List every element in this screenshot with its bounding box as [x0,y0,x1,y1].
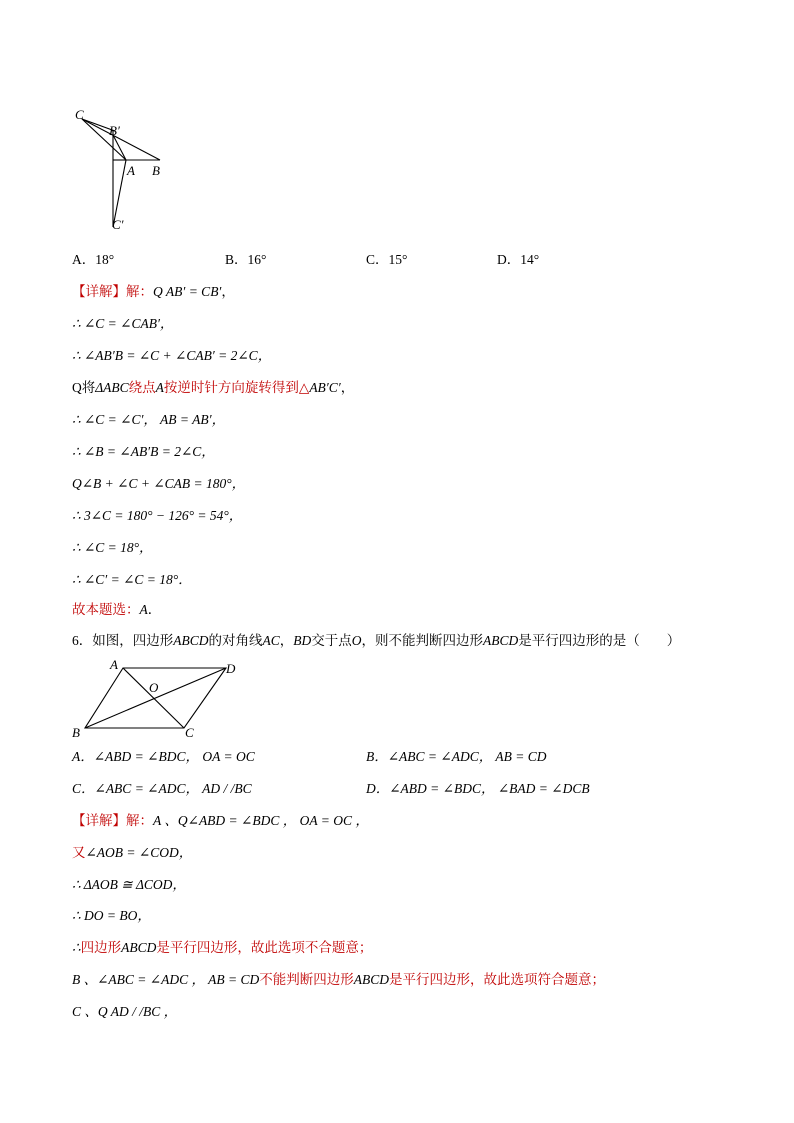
math: ABCD [353,972,389,987]
math: A [155,380,164,395]
punctuation: ． [147,602,162,617]
punctuation: ， [221,284,235,299]
q5-solution-line-1 [72,282,235,302]
text-red: 是平行四边形，故此选项符合题意； [388,972,605,987]
q5-solution-line-4 [72,378,354,398]
math: AC [262,633,280,648]
solution-label: 解： [126,813,153,828]
q6-option-a: A．∠ABD = ∠BDC， OA = OC [72,749,255,764]
q6-option-d: D．∠ABD = ∠BDC， ∠BAD = ∠DCB [366,781,590,796]
text-red: 按逆时针方向旋转得到△ [163,380,310,395]
q6-option-b: B．∠ABC = ∠ADC， AB = CD [366,749,547,764]
solution-tag: 【详解】 [72,813,126,828]
q5-solution-line-9: ∴ ∠C = 18°， [72,540,153,555]
q5-solution-line-5: ∴ ∠C = ∠C′， AB = AB′， [72,412,226,427]
math: A [139,602,148,617]
text-red: 四边形 [80,940,122,955]
text: ，则不能判断四边形 [361,633,484,648]
math: BD [293,633,312,648]
q5-option-b: B．16° [225,252,267,267]
q5-solution-line-2: ∴ ∠C = ∠CAB′， [72,316,174,331]
math: ABCD [121,940,157,955]
text: ， [279,633,294,648]
text: 交于点 [311,633,352,648]
label-B: B [72,725,80,740]
q5-solution-line-7: Q∠B + ∠C + ∠CAB = 180°， [72,476,246,491]
text-red: 不能判断四边形 [259,972,354,987]
text-red: 是平行四边形，故此选项不合题意； [156,940,373,955]
text-red: 绕点 [128,380,156,395]
label-A: A [110,657,118,672]
text: 6．如图，四边形 [72,633,174,648]
q6-solution-line-1 [72,811,369,831]
q6-solution-line-7: C 、Q AD / /BC ， [72,1004,178,1019]
q6-solution-line-5 [72,938,372,958]
q6-solution-line-2 [72,843,192,863]
q6-solution-line-6 [72,970,605,990]
math: B 、∠ABC = ∠ADC ， AB = CD [72,972,260,987]
text-red: 又 [72,845,86,860]
math: ∴ [72,940,81,955]
text-red: 故本题选： [72,602,140,617]
q5-solution-line-3: ∴ ∠AB′B = ∠C + ∠CAB′ = 2∠C， [72,348,272,363]
label-O: O [149,680,159,695]
math: O [351,633,362,648]
equation: A 、Q∠ABD = ∠BDC ， OA = OC ， [153,813,369,828]
label-C-prime: C′ [112,217,124,232]
q5-solution-line-6: ∴ ∠B = ∠AB′B = 2∠C， [72,444,215,459]
parallelogram-figure [68,655,248,743]
math: ΔABC [95,380,129,395]
punctuation: ， [340,380,355,395]
q5-option-a: A．18° [72,252,115,267]
label-A: A [127,163,135,178]
q5-option-d: D．14° [497,252,540,267]
q6-option-c: C．∠ABC = ∠ADC， AD / /BC [72,781,252,796]
math: AB′C′ [309,380,341,395]
label-D: D [226,661,236,676]
label-B: B [152,163,160,178]
segment-C-B [82,119,160,160]
text: Q将 [72,380,96,395]
math: ABCD [173,633,209,648]
label-C: C [75,107,84,122]
q6-solution-line-3: ∴ ΔAOB ≅ ΔCOD， [72,877,186,892]
q6-solution-line-4: ∴ DO = BO， [72,908,151,923]
q5-option-c: C．15° [366,252,408,267]
q5-solution-line-8: ∴ 3∠C = 180° − 126° = 54°， [72,508,243,523]
text: 的对角线 [208,633,263,648]
math: ABCD [483,633,519,648]
label-B-prime: B′ [109,123,120,138]
text: 是平行四边形的是（ ） [518,633,681,648]
equation: Q AB′ = CB′ [153,284,222,299]
diagonal-AC [123,668,184,728]
solution-label: 解： [126,284,153,299]
q5-solution-line-10: ∴ ∠C′ = ∠C = 18°． [72,572,192,587]
rotation-figure [70,105,180,235]
solution-tag: 【详解】 [72,284,126,299]
math: ∠AOB = ∠COD， [85,845,193,860]
q6-stem [72,631,680,651]
q5-solution-line-11 [72,600,161,620]
label-C: C [185,725,194,740]
